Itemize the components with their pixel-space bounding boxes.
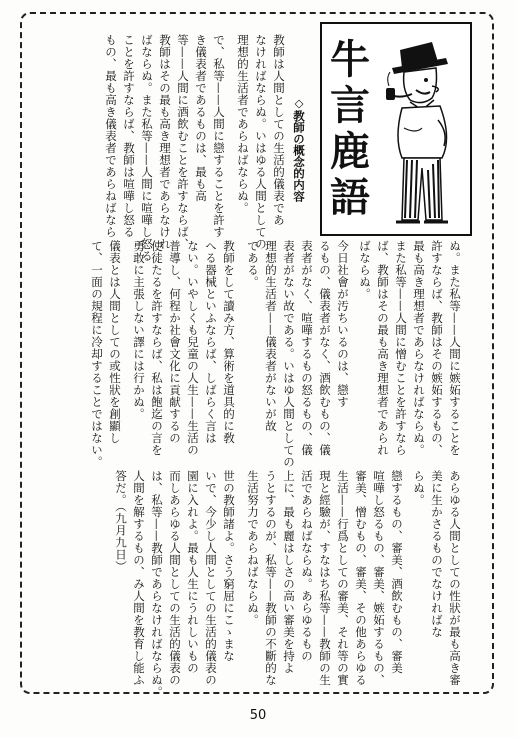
essay-column: るもの、儀表者がなく、酒飲むもの、儀 xyxy=(318,240,332,456)
essay-column: 表者がなく、喧嘩するもの怒るもの、儀 xyxy=(300,240,314,456)
essay-column: 喧嘩し怒るもの、審美、嫉妬するもの、 xyxy=(372,470,386,686)
essay-column: 使徒たるを許すならば、私は飽迄の言を xyxy=(150,240,164,456)
essay-column: 最も高き理想者であらなければならぬ。 xyxy=(412,240,426,456)
essay-column: 教師はその最も高き理想者であらなけれ xyxy=(158,34,172,250)
essay-column: もの、最も高き儀表者であらねばなら xyxy=(104,34,118,238)
essay-column: 儀表とは人間としての或性狀を創顯し xyxy=(108,240,122,444)
essay-column: は、私等——教師であらなければならぬ。 xyxy=(150,470,164,698)
essay-column: 美に生かさるものでなければな xyxy=(430,470,444,638)
man-with-pipe-illustration xyxy=(372,28,468,228)
essay-column: ば、教師はその最も高き理想者であられ xyxy=(376,240,390,456)
essay-column: 理想的生活者——儀表者がないが故 xyxy=(264,240,278,432)
essay-column: 人間を解するもの、み人間を教育し能ふ xyxy=(132,470,146,686)
essay-column: 答だ。（九月九日） xyxy=(114,470,128,573)
title-char-3: 鹿 xyxy=(330,129,370,175)
essay-column: ない。いやしくも兒童の人生——生活の xyxy=(186,240,200,456)
essay-column: 園に入れよ。最も人生にうれしいもの xyxy=(186,470,200,674)
essay-column: 教師をして讀み方、算術を道具的に敎 xyxy=(222,240,236,444)
essay-column: 勇敢に主張しない譯には行かぬ。 xyxy=(132,240,146,420)
essay-column: 今日社會が汚ちいるのは、戀す xyxy=(336,240,350,408)
essay-column: ばならぬ。 xyxy=(358,240,372,300)
essay-column: ばならぬ。また私等——人間に喧嘩し怒る xyxy=(140,34,154,262)
essay-column: き儀表者であるものは、最も高 xyxy=(194,34,208,202)
essay-column: て、一面の規程に冷却することではない。 xyxy=(90,240,104,468)
essay-column: 而しあらゆる人間としての生活的儀表の xyxy=(168,470,182,686)
essay-column: 戀するもの、審美、酒飲むもの、審美 xyxy=(390,470,404,674)
essay-column: また私等——人間に憎むことを許すなら xyxy=(394,240,408,456)
essay-column: 教師は人間としての生活的儀表であ xyxy=(272,34,286,226)
essay-column: 等——人間に酒飲むことを許すならば、 xyxy=(176,34,190,250)
essay-column: 生活努力であらねばならぬ。 xyxy=(246,470,260,626)
essay-column: 生活——行爲としての審美、それ等の實 xyxy=(336,470,350,686)
essay-column: へる器械といふならば、しばらく言は xyxy=(204,240,218,444)
essay-column: いで、今少し人間としての生活的儀表の xyxy=(204,470,218,686)
page-number: 50 xyxy=(249,708,267,723)
essay-heading: ◇教師の概念的内容 xyxy=(292,96,306,202)
essay-column: で、私等——人間に戀することを許す xyxy=(212,34,226,238)
essay-column: なければならぬ。いはゆる人間としての xyxy=(254,34,268,250)
essay-column: うとするのが、私等——教師の不斷的な xyxy=(264,470,278,686)
essay-column: 審美、憎むもの、審美、その他あらゆる xyxy=(354,470,368,686)
essay-column: 表者がない故である。いはゆ人間としての xyxy=(282,240,296,468)
essay-column: ことを許すならば、教師は喧嘩し怒る xyxy=(122,34,136,238)
essay-column: 現と經驗が、すなはち私等——教師の生 xyxy=(318,470,332,686)
essay-column: 上に、最も麗はしさの高い審美を持よ xyxy=(282,470,296,674)
title-box xyxy=(320,22,472,236)
title-char-4: 語 xyxy=(330,175,370,221)
essay-column: あらゆる人間としての性狀が最も高き審 xyxy=(448,470,462,686)
title-char-2: 言 xyxy=(330,83,370,129)
essay-column: 世の教師諸よ。さう窮屈にこゝまな xyxy=(222,470,236,662)
essay-column: らぬ。 xyxy=(412,470,426,506)
essay-column: ぬ。また私等——人間に嫉妬することを xyxy=(448,240,462,456)
essay-column: である。 xyxy=(246,240,260,288)
essay-column: 理想的生活者であらねばならぬ。 xyxy=(236,34,250,214)
essay-column: 活であらねばならぬ。あらゆるもの xyxy=(300,470,314,662)
title-char-1: 牛 xyxy=(330,37,370,83)
essay-column: 普導し、何程か社會文化に貢献するの xyxy=(168,240,182,444)
essay-column: 許すならば、教師はその嫉妬するもの、 xyxy=(430,240,444,456)
